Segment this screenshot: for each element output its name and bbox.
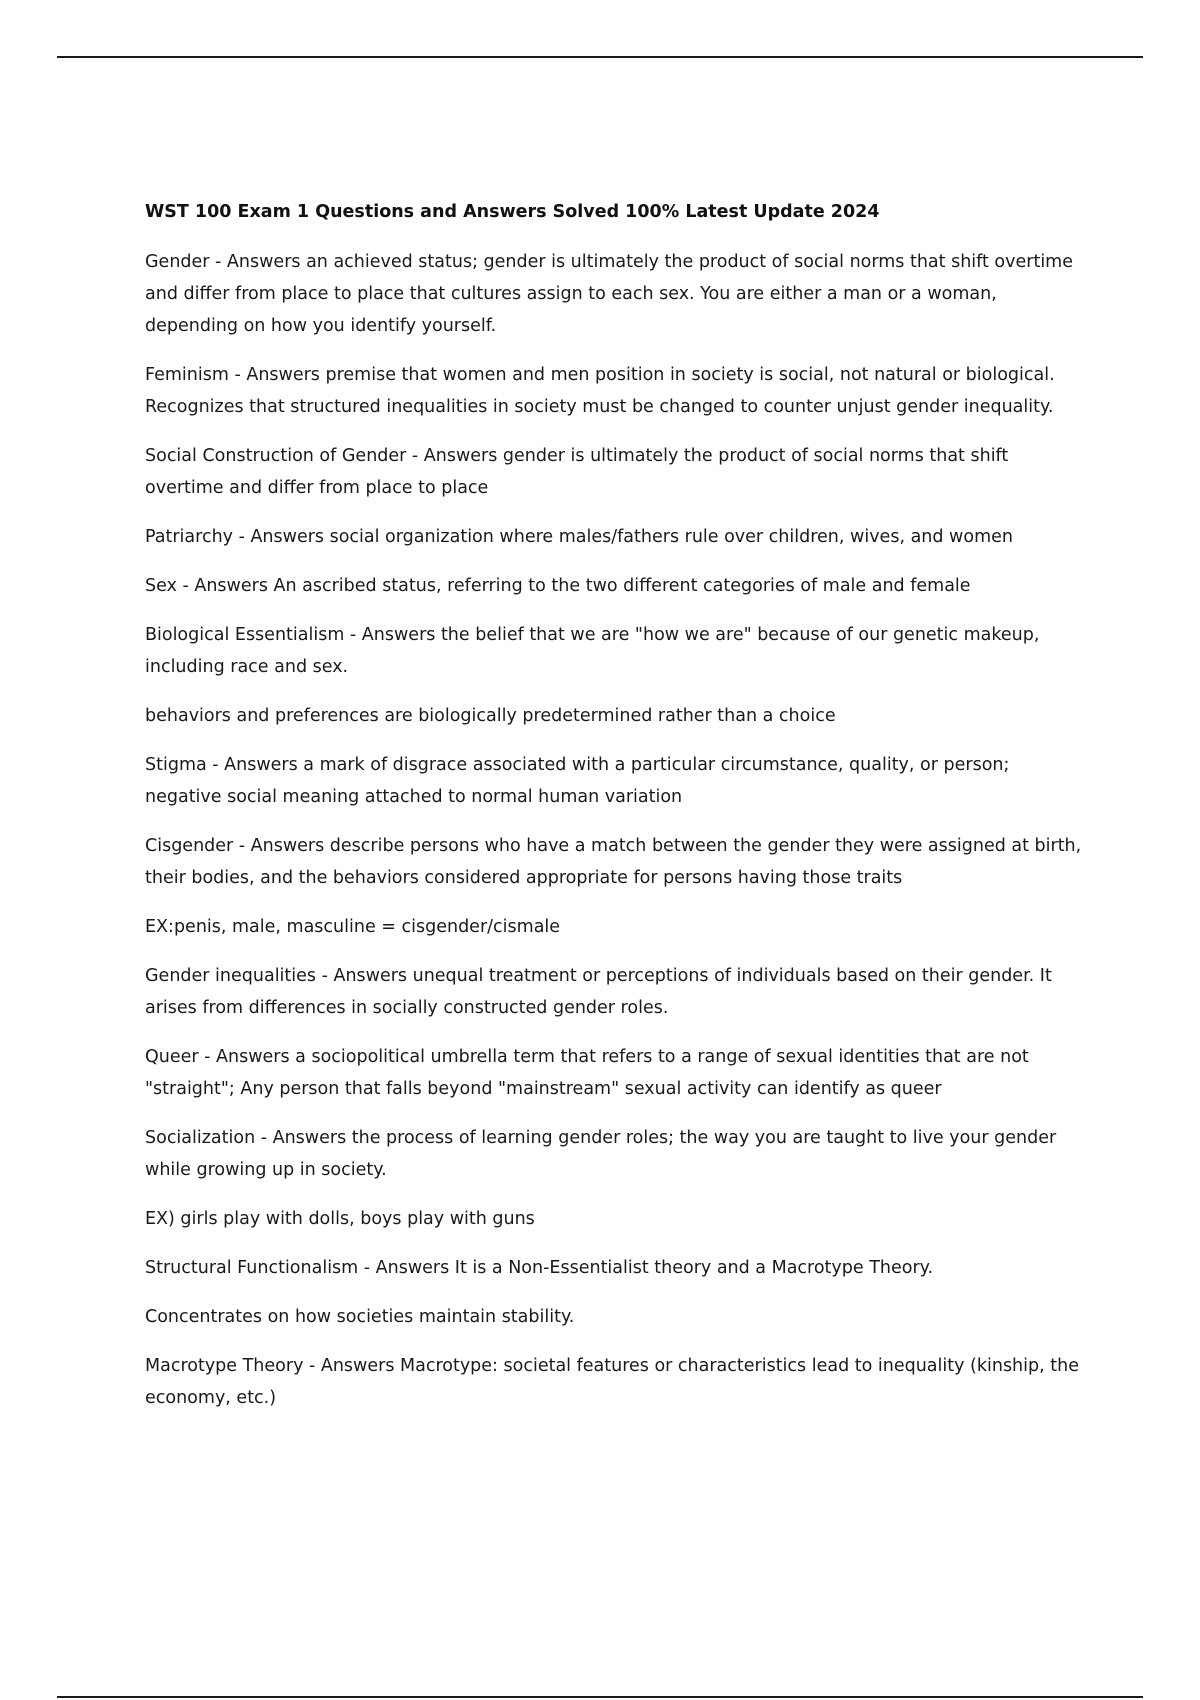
- entry-stigma: Stigma - Answers a mark of disgrace associated with a particular circumstance, quality, or person; negative social meaning attached to normal human variation: [145, 755, 1010, 807]
- entry-gender-inequalities: Gender inequalities - Answers unequal treatment or perceptions of individuals based on their gender. It arises from differences in socially constructed gender roles.: [145, 966, 1052, 1018]
- header-rule: [57, 56, 1143, 58]
- entry-queer: Queer - Answers a sociopolitical umbrella term that refers to a range of sexual identities that are not "straight"; Any person that falls beyond "mainstream" sexual activity can identify as queer: [145, 1047, 1029, 1099]
- entry-biological-essentialism: Biological Essentialism - Answers the belief that we are "how we are" because of our genetic makeup, including race and sex.: [145, 625, 1040, 677]
- document-title: WST 100 Exam 1 Questions and Answers Solved 100% Latest Update 2024: [145, 202, 880, 222]
- entry-socialization-example: EX) girls play with dolls, boys play with guns: [145, 1209, 535, 1229]
- entry-gender: Gender - Answers an achieved status; gender is ultimately the product of social norms that shift overtime and differ from place to place that cultures assign to each sex. You are either a man or a woman, depending on how you identify yourself.: [145, 252, 1073, 336]
- entry-biological-essentialism-note: behaviors and preferences are biologically predetermined rather than a choice: [145, 706, 836, 726]
- entry-social-construction-of-gender: Social Construction of Gender - Answers gender is ultimately the product of social norms that shift overtime and differ from place to place: [145, 446, 1009, 498]
- entry-macrotype-theory: Macrotype Theory - Answers Macrotype: societal features or characteristics lead to inequality (kinship, the economy, etc.): [145, 1356, 1079, 1408]
- entry-structural-functionalism: Structural Functionalism - Answers It is a Non-Essentialist theory and a Macrotype Theory.: [145, 1258, 934, 1278]
- footer-rule: [57, 1696, 1143, 1698]
- entry-feminism: Feminism - Answers premise that women and men position in society is social, not natural or biological. Recognizes that structured inequalities in society must be changed to counter unjust gender inequality.: [145, 365, 1055, 417]
- document-body: [145, 196, 1085, 1414]
- entry-cisgender-example: EX:penis, male, masculine = cisgender/cismale: [145, 917, 561, 937]
- entry-socialization: Socialization - Answers the process of learning gender roles; the way you are taught to live your gender while growing up in society.: [145, 1128, 1057, 1180]
- entry-sex: Sex - Answers An ascribed status, referring to the two different categories of male and female: [145, 576, 971, 596]
- entry-structural-functionalism-note: Concentrates on how societies maintain stability.: [145, 1307, 575, 1327]
- entry-cisgender: Cisgender - Answers describe persons who have a match between the gender they were assigned at birth, their bodies, and the behaviors considered appropriate for persons having those traits: [145, 836, 1082, 888]
- entry-patriarchy: Patriarchy - Answers social organization where males/fathers rule over children, wives, and women: [145, 527, 1013, 547]
